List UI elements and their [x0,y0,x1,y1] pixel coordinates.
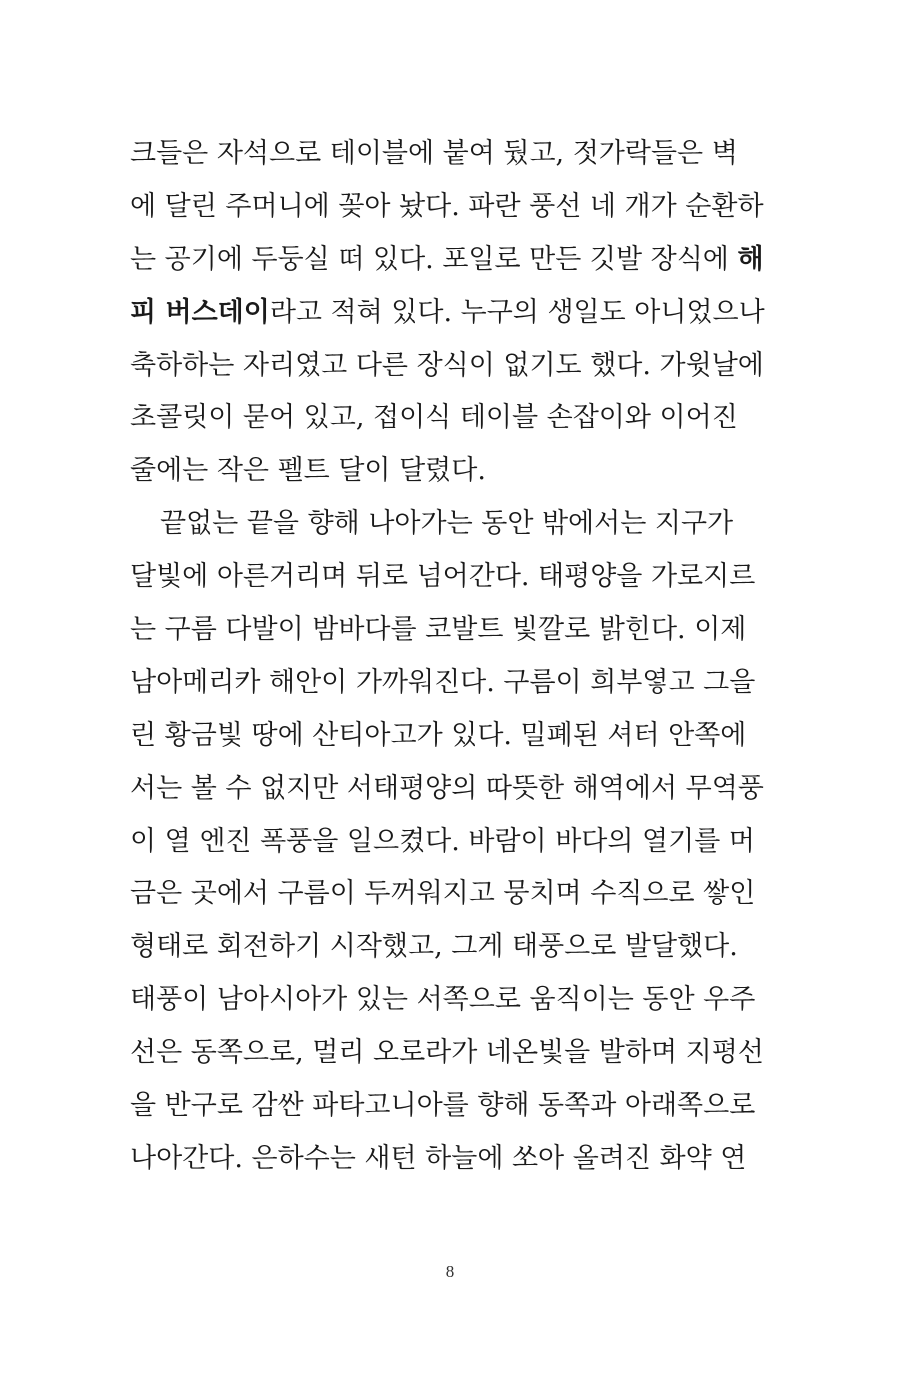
text-line: 크들은 자석으로 테이블에 붙여 뒀고, 젓가락들은 벽 [130,138,738,169]
bold-text-run: 피 버스데이 [130,296,270,328]
text-line: 축하하는 자리였고 다른 장식이 없기도 했다. 가윗날에 [130,349,764,381]
text-line: 줄에는 작은 펠트 달이 달렸다. [130,455,486,487]
text-line: 나아간다. 은하수는 새턴 하늘에 쏘아 올려진 화약 연 [130,1142,747,1174]
text-line: 선은 동쪽으로, 멀리 오로라가 네온빛을 발하며 지평선 [130,1037,764,1069]
body-text [130,128,765,1186]
text-line: 에 달린 주머니에 꽂아 놨다. 파란 풍선 네 개가 순환하 [130,190,764,222]
text-line: 금은 곳에서 구름이 두꺼워지고 뭉치며 수직으로 쌓인 [130,878,756,910]
text-run: 라고 적혀 있다. 누구의 생일도 아니었으나 [269,296,765,328]
text-line: 는 구름 다발이 밤바다를 코발트 빛깔로 밝힌다. 이제 [130,614,747,646]
text-line: 초콜릿이 묻어 있고, 접이식 테이블 손잡이와 이어진 [130,402,738,434]
text-line: 형태로 회전하기 시작했고, 그게 태풍으로 발달했다. [130,931,738,963]
text-line: 태풍이 남아시아가 있는 서쪽으로 움직이는 동안 우주 [130,984,756,1016]
text-line: 남아메리카 해안이 가까워진다. 구름이 희부옇고 그을 [130,666,756,698]
text-line [130,287,765,340]
text-line: 린 황금빛 땅에 산티아고가 있다. 밀폐된 셔터 안쪽에 [130,719,747,751]
text-line: 달빛에 아른거리며 뒤로 넘어간다. 태평양을 가로지르 [130,561,756,593]
bold-text-run: 해 [737,243,764,275]
page-number: 8 [445,1262,455,1281]
text-run: 는 공기에 두둥실 떠 있다. 포일로 만든 깃발 장식에 [130,243,738,275]
text-line: 서는 볼 수 없지만 서태평양의 따뜻한 해역에서 무역풍 [130,772,764,804]
text-line [130,234,764,287]
text-line: 이 열 엔진 폭풍을 일으켰다. 바람이 바다의 열기를 머 [130,825,755,857]
text-line: 끝없는 끝을 향해 나아가는 동안 밖에서는 지구가 [160,508,734,540]
text-line: 을 반구로 감싼 파타고니아를 향해 동쪽과 아래쪽으로 [130,1090,756,1122]
